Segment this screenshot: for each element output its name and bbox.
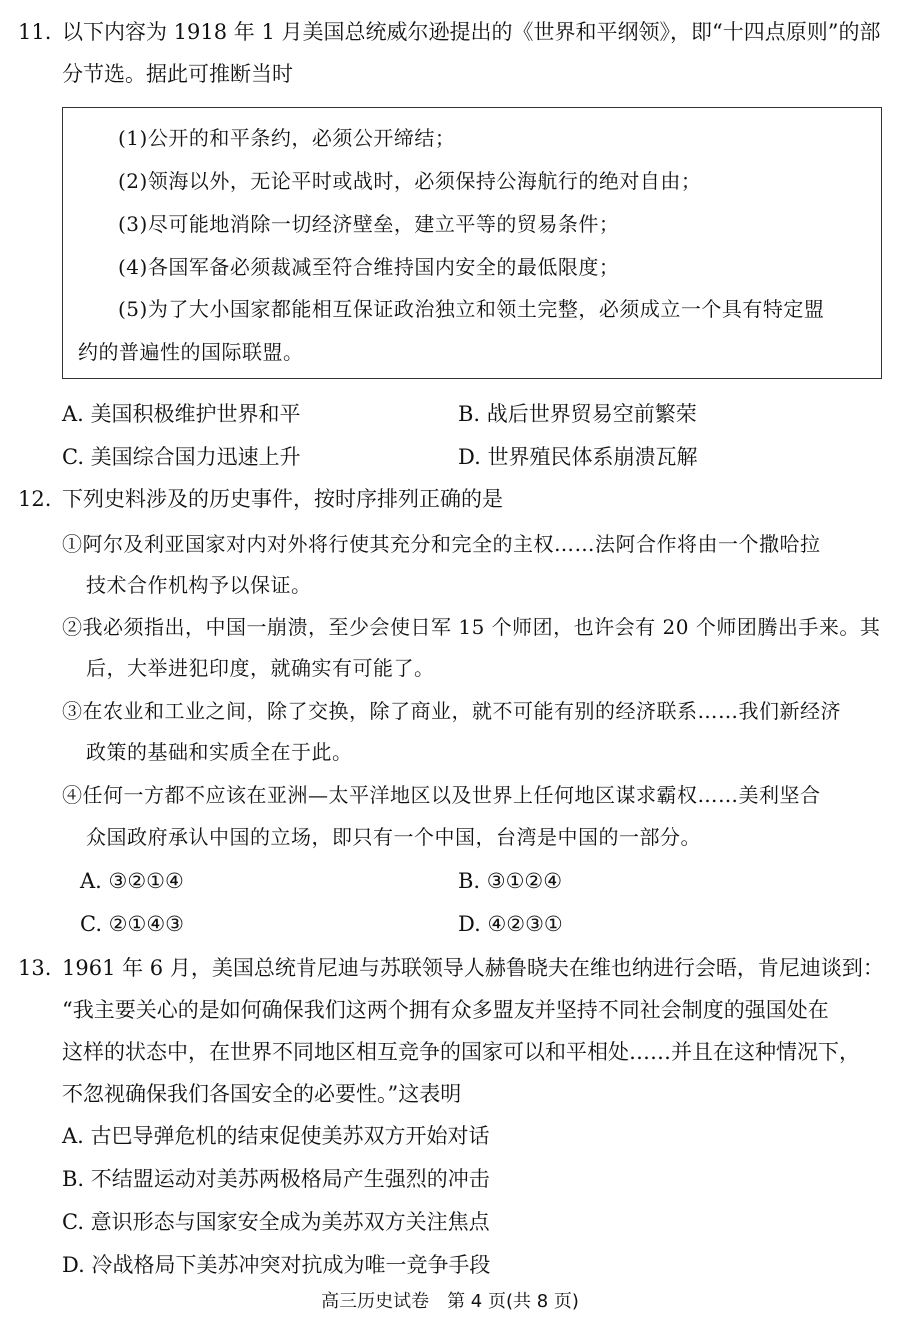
q11-option-c[interactable]: C. 美国综合国力迅速上升 (62, 445, 301, 469)
q11-quote-4: (4)各国军备必须裁减至符合维持国内安全的最低限度； (118, 255, 620, 279)
q12-material-2a: ②我必须指出，中国一崩溃，至少会使日军 15 个师团，也许会有 20 个师团腾出手来。其 (62, 615, 881, 639)
q12-material-4b: 众国政府承认中国的立场，即只有一个中国，台湾是中国的一部分。 (86, 825, 701, 849)
q12-material-2b: 后，大举进犯印度，就确实有可能了。 (86, 656, 435, 680)
q12-material-1a: ①阿尔及利亚国家对内对外将行使其充分和完全的主权……法阿合作将由一个撒哈拉 (62, 532, 821, 556)
q12-material-3b: 政策的基础和实质全在于此。 (86, 740, 353, 764)
q11-quote-6: 约的普遍性的国际联盟。 (78, 340, 304, 364)
q11-quote-3: (3)尽可能地消除一切经济壁垒，建立平等的贸易条件； (118, 212, 620, 236)
q11-option-d[interactable]: D. 世界殖民体系崩溃瓦解 (458, 445, 698, 469)
q13-option-c[interactable]: C. 意识形态与国家安全成为美苏双方关注焦点 (62, 1210, 490, 1234)
q13-stem-line3: 这样的状态中，在世界不同地区相互竞争的国家可以和平相处……并且在这种情况下， (62, 1040, 860, 1064)
q13-option-d[interactable]: D. 冷战格局下美苏冲突对抗成为唯一竞争手段 (62, 1253, 491, 1277)
q13-option-a[interactable]: A. 古巴导弹危机的结束促使美苏双方开始对话 (62, 1124, 490, 1148)
q12-material-3a: ③在农业和工业之间，除了交换，除了商业，就不可能有别的经济联系……我们新经济 (62, 699, 841, 723)
page-footer: 高三历史试卷 第 4 页(共 8 页) (321, 1291, 579, 1312)
q12-number: 12. (18, 487, 52, 511)
q13-option-b[interactable]: B. 不结盟运动对美苏两极格局产生强烈的冲击 (62, 1167, 490, 1191)
q11-option-a[interactable]: A. 美国积极维护世界和平 (62, 402, 301, 426)
q12-option-a[interactable]: A. ③②①④ (80, 869, 184, 893)
q11-quote-5: (5)为了大小国家都能相互保证政治独立和领土完整，必须成立一个具有特定盟 (118, 297, 825, 321)
q12-material-1b: 技术合作机构予以保证。 (86, 573, 312, 597)
q12-option-c[interactable]: C. ②①④③ (80, 912, 184, 936)
q11-number: 11. (18, 20, 52, 44)
q12-option-b[interactable]: B. ③①②④ (458, 869, 563, 893)
q11-stem-line1: 以下内容为 1918 年 1 月美国总统威尔逊提出的《世界和平纲领》，即“十四点原则”的部 (62, 20, 881, 44)
q12-material-4a: ④任何一方都不应该在亚洲—太平洋地区以及世界上任何地区谋求霸权……美利坚合 (62, 783, 821, 807)
q12-option-d[interactable]: D. ④②③① (458, 912, 563, 936)
q11-quote-2: (2)领海以外，无论平时或战时，必须保持公海航行的绝对自由； (118, 169, 702, 193)
q11-quote-1: (1)公开的和平条约，必须公开缔结； (118, 126, 456, 150)
q11-stem-line2: 分节选。据此可推断当时 (62, 62, 293, 86)
q13-stem-line2: “我主要关心的是如何确保我们这两个拥有众多盟友并坚持不同社会制度的强国处在 (62, 998, 829, 1022)
q13-stem-line1: 1961 年 6 月，美国总统肯尼迪与苏联领导人赫鲁晓夫在维也纳进行会晤，肯尼迪谈到： (62, 956, 884, 980)
q13-number: 13. (18, 956, 52, 980)
q13-stem-line4: 不忽视确保我们各国安全的必要性。”这表明 (62, 1082, 462, 1106)
q11-option-b[interactable]: B. 战后世界贸易空前繁荣 (458, 402, 697, 426)
q12-stem: 下列史料涉及的历史事件，按时序排列正确的是 (62, 487, 503, 511)
